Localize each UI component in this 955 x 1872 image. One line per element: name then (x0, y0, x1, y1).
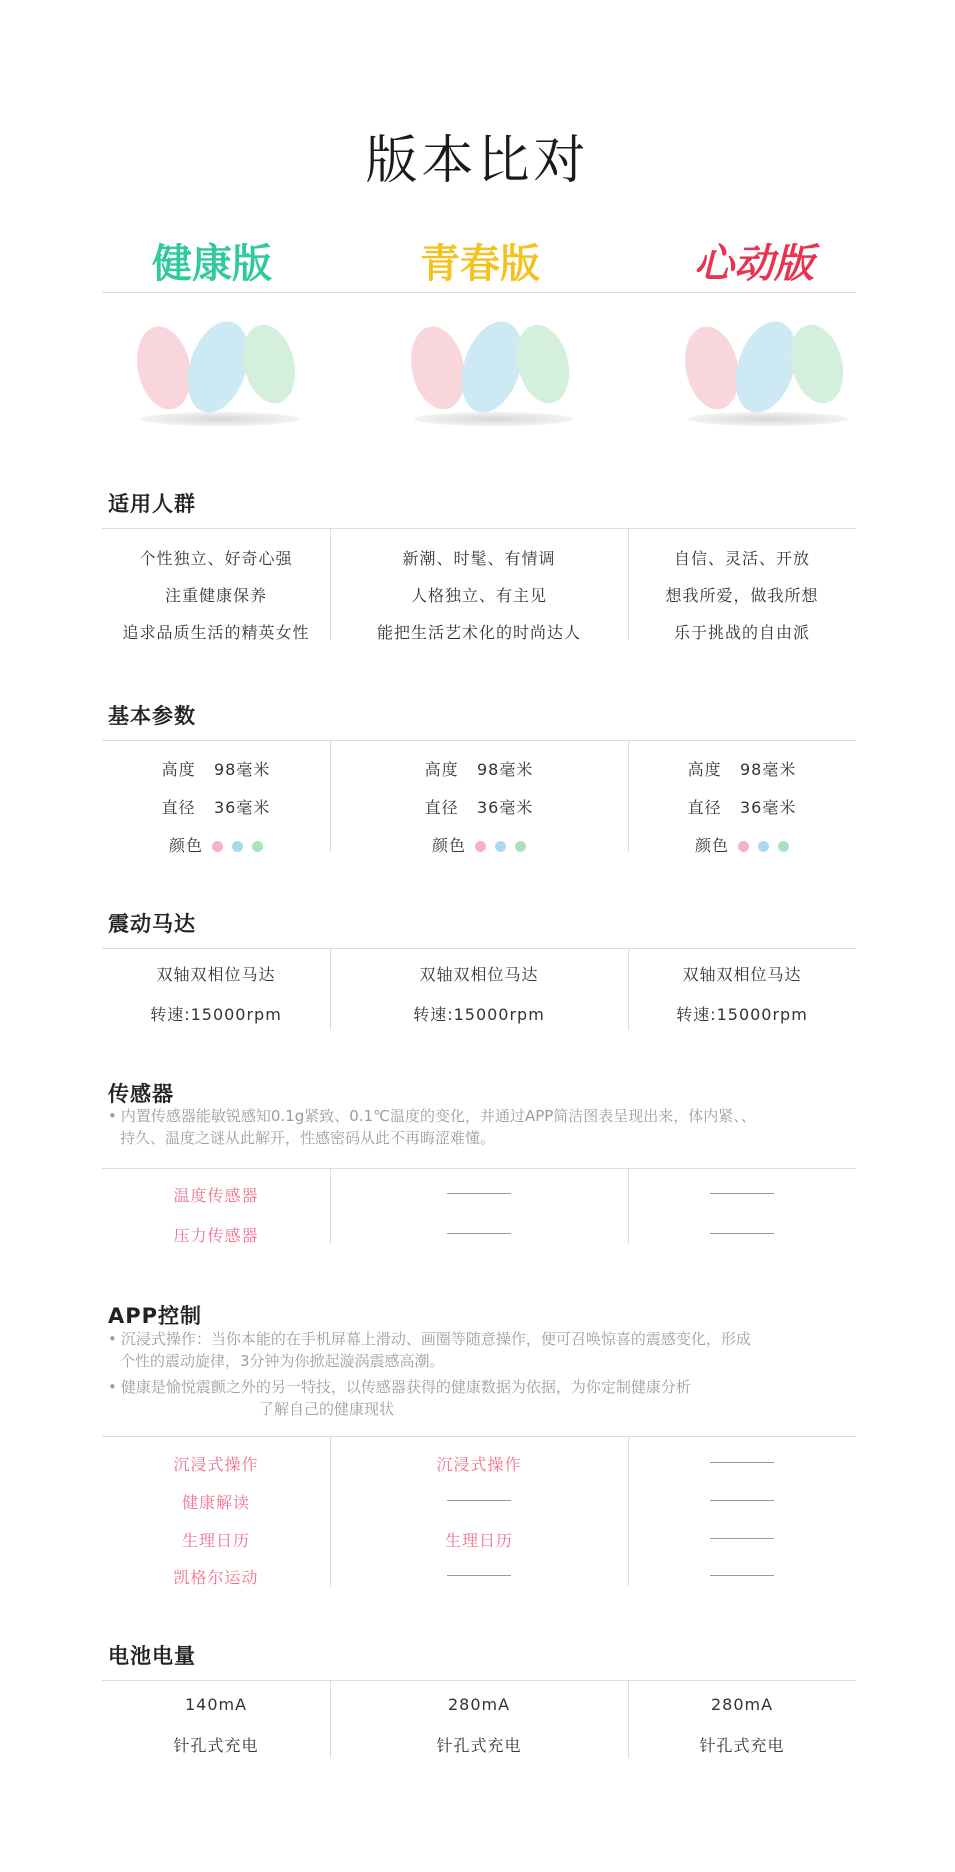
divider (102, 292, 856, 293)
param-diameter-value: 36毫米 (476, 798, 534, 817)
param-height (628, 757, 856, 780)
green-color-dot (778, 841, 789, 852)
audience-cell: 个性独立、好奇心强 (139, 549, 293, 568)
pink-color-dot (738, 841, 749, 852)
sensor-description: • 内置传感器能敏锐感知0.1g紧致、0.1℃温度的变化，并通过APP简洁图表呈现出来，体内紧、、 持久、温度之谜从此解开，性感密码从此不再晦涩难懂。 (108, 1105, 868, 1149)
param-color (628, 833, 856, 856)
not-available-dash (628, 1452, 856, 1471)
section-title-app: APP控制 (108, 1304, 203, 1328)
not-available-dash (330, 1565, 628, 1584)
motor-speed: 转速:15000rpm (676, 1005, 808, 1024)
param-diameter-label: 直径 (424, 798, 459, 817)
param-diameter-label: 直径 (161, 798, 196, 817)
battery-charging: 针孔式充电 (699, 1736, 785, 1755)
not-available-dash (628, 1183, 856, 1202)
version-health-title: 健康版 (152, 241, 272, 287)
not-available-dash (330, 1490, 628, 1509)
pink-color-dot (212, 841, 223, 852)
version-heartbeat-title: 心动版 (694, 241, 814, 287)
audience-cell: 人格独立、有主见 (410, 586, 547, 605)
app-description-2: • 健康是愉悦震颤之外的另一特技，以传感器获得的健康数据为依据，为你定制健康分析 了解自己的健康现状 (108, 1376, 868, 1420)
version-youth-title: 青春版 (420, 241, 540, 287)
param-height-label: 高度 (424, 760, 459, 779)
not-available-dash (330, 1183, 628, 1202)
audience-cell: 追求品质生活的精英女性 (122, 623, 310, 642)
param-height-label: 高度 (687, 760, 722, 779)
battery-capacity: 280mA (710, 1695, 774, 1714)
app-desc-line: 了解自己的健康现状 (259, 1400, 395, 1418)
motor-speed: 转速:15000rpm (413, 1005, 545, 1024)
param-color-label: 颜色 (431, 836, 466, 855)
not-available-dash (628, 1565, 856, 1584)
app-desc-line: 健康是愉悦震颤之外的另一特技，以传感器获得的健康数据为依据，为你定制健康分析 (120, 1378, 691, 1396)
not-available-dash (628, 1490, 856, 1509)
divider (102, 1680, 856, 1681)
param-height-value: 98毫米 (739, 760, 797, 779)
section-title-battery: 电池电量 (108, 1644, 196, 1668)
sensor-pressure: 压力传感器 (173, 1226, 259, 1245)
app-kegel: 凯格尔运动 (173, 1568, 259, 1587)
not-available-dash (628, 1223, 856, 1242)
audience-cell: 乐于挑战的自由派 (673, 623, 810, 642)
app-immersive: 沉浸式操作 (436, 1455, 522, 1474)
param-height (102, 757, 330, 780)
blue-color-dot (758, 841, 769, 852)
green-color-dot (252, 841, 263, 852)
product-image-heartbeat (678, 312, 858, 432)
param-color-label: 颜色 (694, 836, 729, 855)
section-title-audience: 适用人群 (108, 492, 196, 516)
param-diameter (102, 795, 330, 818)
section-title-params: 基本参数 (108, 704, 196, 728)
app-desc-line: 个性的震动旋律，3分钟为你掀起漩涡震感高潮。 (120, 1352, 445, 1370)
audience-cell: 注重健康保养 (164, 586, 267, 605)
sensor-desc-line: 持久、温度之谜从此解开，性感密码从此不再晦涩难懂。 (120, 1129, 496, 1147)
blue-color-dot (495, 841, 506, 852)
param-color (330, 833, 628, 856)
param-diameter-value: 36毫米 (739, 798, 797, 817)
page-title: 版本比对 (365, 131, 590, 191)
app-desc-line: 沉浸式操作：当你本能的在手机屏幕上滑动、画圈等随意操作，便可召唤惊喜的震感变化，形成 (120, 1330, 751, 1348)
app-calendar: 生理日历 (181, 1531, 250, 1550)
audience-cell: 自信、灵活、开放 (673, 549, 810, 568)
param-height-value: 98毫米 (476, 760, 534, 779)
divider (102, 528, 856, 529)
battery-capacity: 280mA (447, 1695, 511, 1714)
audience-cell: 想我所爱，做我所想 (665, 586, 819, 605)
battery-charging: 针孔式充电 (173, 1736, 259, 1755)
sensor-desc-line: 内置传感器能敏锐感知0.1g紧致、0.1℃温度的变化，并通过APP简洁图表呈现出来，体内紧、、 (120, 1107, 756, 1125)
not-available-dash (330, 1223, 628, 1242)
divider (102, 948, 856, 949)
param-color-label: 颜色 (168, 836, 203, 855)
audience-cell: 能把生活艺术化的时尚达人 (376, 623, 581, 642)
divider (102, 1168, 856, 1169)
pink-color-dot (475, 841, 486, 852)
motor-type: 双轴双相位马达 (156, 965, 276, 984)
param-diameter (628, 795, 856, 818)
section-title-sensor: 传感器 (108, 1082, 174, 1106)
param-height-label: 高度 (161, 760, 196, 779)
product-image-youth (404, 312, 584, 432)
motor-speed: 转速:15000rpm (150, 1005, 282, 1024)
not-available-dash (628, 1528, 856, 1547)
sensor-temperature: 温度传感器 (173, 1186, 259, 1205)
param-diameter-label: 直径 (687, 798, 722, 817)
audience-cell: 新潮、时髦、有情调 (402, 549, 556, 568)
divider (102, 1436, 856, 1437)
param-diameter-value: 36毫米 (213, 798, 271, 817)
app-health: 健康解读 (181, 1493, 250, 1512)
param-color (102, 833, 330, 856)
divider (102, 740, 856, 741)
battery-charging: 针孔式充电 (436, 1736, 522, 1755)
app-immersive: 沉浸式操作 (173, 1455, 259, 1474)
app-description-1: • 沉浸式操作：当你本能的在手机屏幕上滑动、画圈等随意操作，便可召唤惊喜的震感变化，形成 个性的震动旋律，3分钟为你掀起漩涡震感高潮。 (108, 1328, 868, 1372)
product-image-health (130, 312, 310, 432)
section-title-motor: 震动马达 (108, 912, 196, 936)
app-calendar: 生理日历 (444, 1531, 513, 1550)
blue-color-dot (232, 841, 243, 852)
green-color-dot (515, 841, 526, 852)
motor-type: 双轴双相位马达 (682, 965, 802, 984)
param-height (330, 757, 628, 780)
motor-type: 双轴双相位马达 (419, 965, 539, 984)
param-height-value: 98毫米 (213, 760, 271, 779)
battery-capacity: 140mA (184, 1695, 248, 1714)
param-diameter (330, 795, 628, 818)
